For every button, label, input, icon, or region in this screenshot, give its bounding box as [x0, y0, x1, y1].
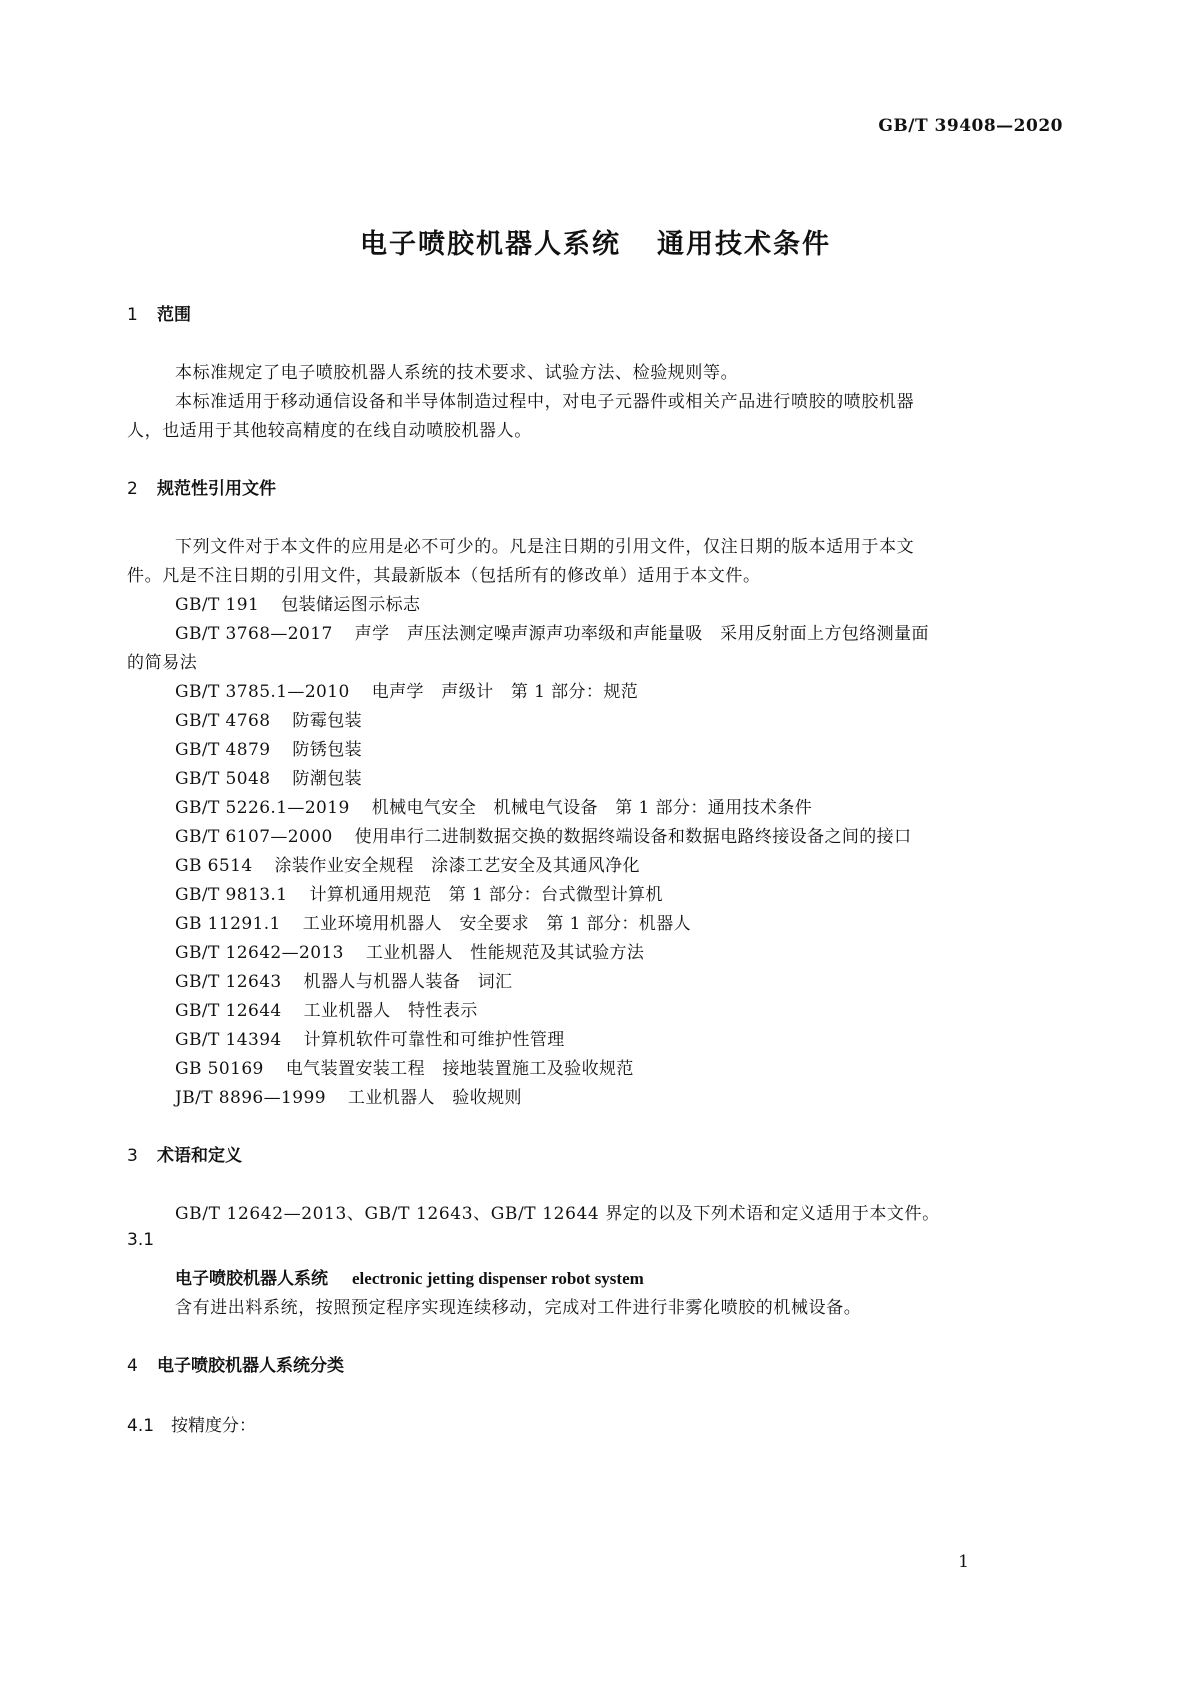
- reference-item: GB/T 6107—2000 使用串行二进制数据交换的数据终端设备和数据电路终接设备之间的接口: [175, 827, 912, 847]
- reference-item: GB/T 3768—2017 声学 声压法测定噪声源声功率级和声能量吸 采用反射面上方包络测量面: [175, 624, 929, 644]
- reference-item: GB/T 12644 工业机器人 特性表示: [175, 1001, 478, 1021]
- section-3-heading: 3 术语和定义: [127, 1146, 242, 1166]
- reference-item: GB/T 191 包装储运图示标志: [175, 595, 421, 615]
- term-entry: [175, 1264, 644, 1289]
- term-chinese: 电子喷胶机器人系统: [175, 1269, 328, 1289]
- term-english: electronic jetting dispenser robot system: [352, 1269, 644, 1288]
- reference-item: GB/T 14394 计算机软件可靠性和可维护性管理: [175, 1030, 565, 1050]
- title-part-2: 通用技术条件: [657, 229, 831, 260]
- sec1-paragraph-1: 本标准规定了电子喷胶机器人系统的技术要求、试验方法、检验规则等。: [175, 363, 739, 383]
- reference-item: GB 50169 电气装置安装工程 接地装置施工及验收规范: [175, 1059, 634, 1079]
- page-number: 1: [958, 1552, 969, 1572]
- section-2-heading: 2 规范性引用文件: [127, 479, 276, 499]
- sec2-intro-line-2: 件。凡是不注日期的引用文件，其最新版本（包括所有的修改单）适用于本文件。: [127, 566, 761, 586]
- subsection-3-1-number: 3.1: [127, 1230, 155, 1250]
- term-definition: 含有进出料系统，按照预定程序实现连续移动，完成对工件进行非雾化喷胶的机械设备。: [175, 1298, 862, 1318]
- reference-item: GB/T 12643 机器人与机器人装备 词汇: [175, 972, 513, 992]
- reference-item: GB/T 3785.1—2010 电声学 声级计 第 1 部分：规范: [175, 682, 639, 702]
- title-part-1: 电子喷胶机器人系统: [360, 229, 621, 260]
- reference-item: GB/T 4879 防锈包装: [175, 740, 363, 760]
- reference-item: GB/T 12642—2013 工业机器人 性能规范及其试验方法: [175, 943, 645, 963]
- section-4-heading: 4 电子喷胶机器人系统分类: [127, 1356, 344, 1376]
- subsection-4-1: 4.1 按精度分：: [127, 1416, 256, 1436]
- reference-item: JB/T 8896—1999 工业机器人 验收规则: [175, 1088, 522, 1108]
- reference-item: GB 6514 涂装作业安全规程 涂漆工艺安全及其通风净化: [175, 856, 640, 876]
- reference-item: GB/T 5048 防潮包装: [175, 769, 363, 789]
- standard-number: GB/T 39408—2020: [878, 116, 1063, 136]
- reference-item: GB/T 9813.1 计算机通用规范 第 1 部分：台式微型计算机: [175, 885, 663, 905]
- reference-item: GB/T 5226.1—2019 机械电气安全 机械电气设备 第 1 部分：通用技术条件: [175, 798, 813, 818]
- reference-item: GB 11291.1 工业环境用机器人 安全要求 第 1 部分：机器人: [175, 914, 692, 934]
- document-title: [0, 222, 1191, 261]
- sec1-paragraph-2-line-1: 本标准适用于移动通信设备和半导体制造过程中，对电子元器件或相关产品进行喷胶的喷胶机器: [175, 392, 915, 412]
- sec1-paragraph-2-line-2: 人，也适用于其他较高精度的在线自动喷胶机器人。: [127, 421, 532, 441]
- sec2-intro-line-1: 下列文件对于本文件的应用是必不可少的。凡是注日期的引用文件，仅注日期的版本适用于本文: [175, 537, 915, 557]
- reference-item-continuation: 的简易法: [127, 653, 198, 673]
- reference-item: GB/T 4768 防霉包装: [175, 711, 363, 731]
- section-1-heading: 1 范围: [127, 305, 191, 325]
- sec3-intro: GB/T 12642—2013、GB/T 12643、GB/T 12644 界定的以及下列术语和定义适用于本文件。: [175, 1204, 940, 1224]
